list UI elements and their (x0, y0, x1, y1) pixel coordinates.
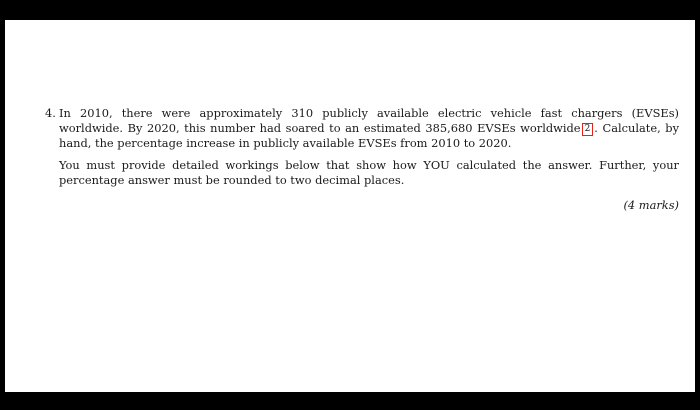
citation-reference-link[interactable]: 2 (582, 123, 594, 136)
question-body (59, 106, 679, 213)
question-paragraph-2: You must provide detailed workings below that show how YOU calculated the answer. Further, your percentage answer must be rounded to two decimal places. (59, 158, 679, 187)
marks-label: (4 marks) (623, 198, 679, 212)
paragraph-1-text-start: In 2010, there were approximately 310 publicly available electric vehicle fast chargers (EVSEs) worldwide. By 2020, this number had soared to an estimated 385,680 EVSEs worldwide (59, 106, 679, 135)
question-block (45, 106, 679, 213)
question-number: 4. (45, 106, 56, 120)
question-item (45, 106, 679, 213)
paragraph-1-text-end: . Calculate, by hand, the percentage increase in publicly available EVSEs from 2010 to 2020. (59, 121, 680, 150)
document-page (5, 20, 695, 392)
question-paragraph-1 (59, 106, 679, 151)
